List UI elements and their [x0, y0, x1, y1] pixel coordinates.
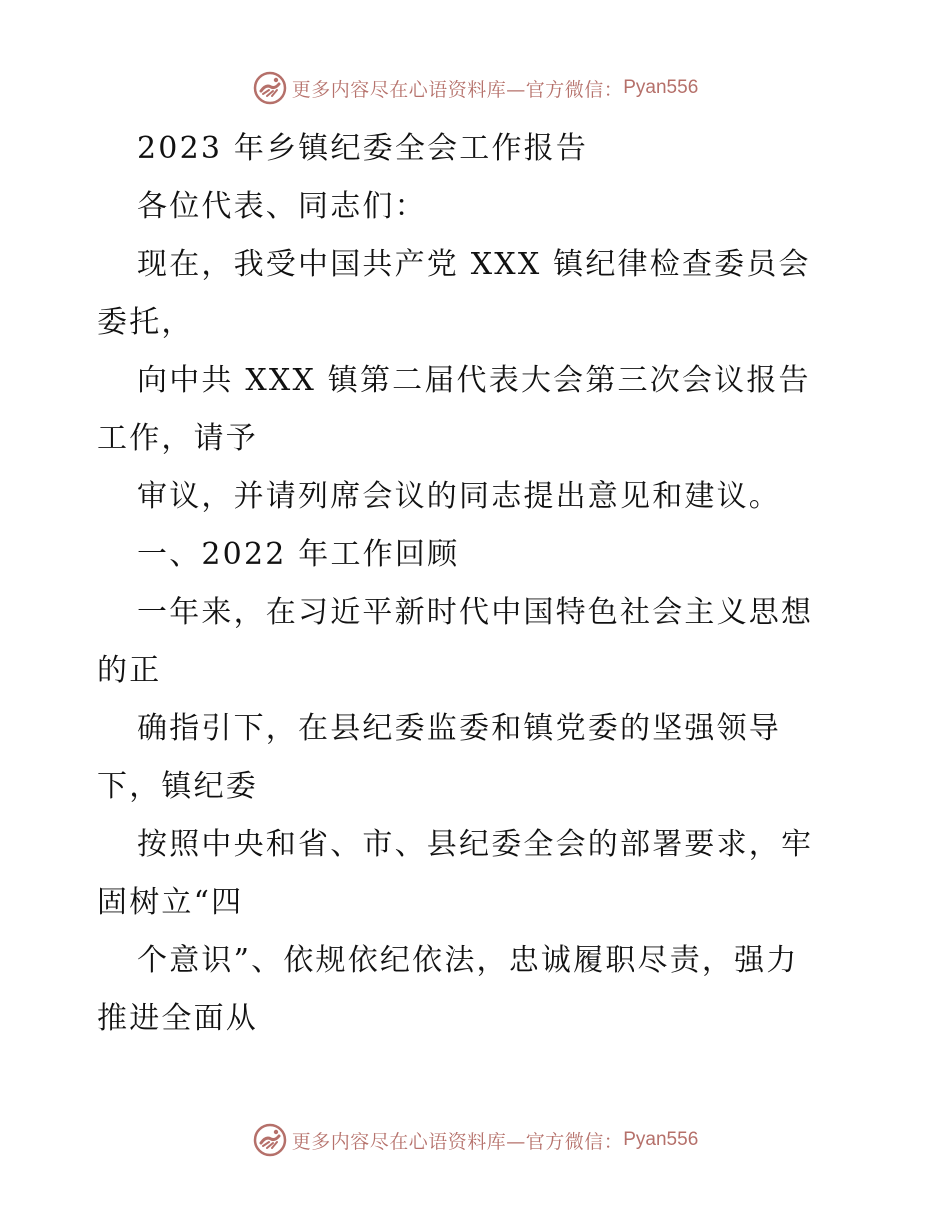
header-banner — [0, 68, 950, 108]
text-line: 委托， — [97, 305, 194, 340]
text-line: 审议，并请列席会议的同志提出意见和建议。 — [137, 479, 781, 514]
text-line: 向中共 XXX 镇第二届代表大会第三次会议报告 — [137, 363, 811, 398]
banner-text: 更多内容尽在心语资料库—官方微信： — [291, 1130, 624, 1153]
text-line: 一年来，在习近平新时代中国特色社会主义思想 — [137, 595, 814, 630]
text-line: 2023 年乡镇纪委全会工作报告 — [137, 131, 589, 166]
text-line: 确指引下，在县纪委监委和镇党委的坚强领导 — [137, 711, 781, 746]
text-line: 的正 — [97, 653, 162, 688]
text-line: 个意识”、依规依纪依法，忠诚履职尽责，强力 — [137, 943, 799, 978]
document-body — [97, 120, 857, 1048]
text-line: 推进全面从 — [97, 1001, 258, 1036]
text-line: 现在，我受中国共产党 XXX 镇纪律检查委员会 — [137, 247, 811, 282]
text-line: 工作，请予 — [97, 421, 258, 456]
text-line: 固树立“四 — [97, 885, 244, 920]
text-line: 一、2022 年工作回顾 — [137, 537, 460, 572]
footer-banner — [0, 1120, 950, 1160]
banner-text: 更多内容尽在心语资料库—官方微信： — [291, 78, 624, 101]
wechat-id: Pyan556 — [623, 1129, 699, 1150]
handshake-logo-icon — [252, 70, 288, 106]
handshake-logo-icon — [252, 1122, 288, 1158]
text-line: 各位代表、同志们： — [137, 189, 427, 224]
wechat-id: Pyan556 — [623, 77, 699, 98]
text-line: 按照中央和省、市、县纪委全会的部署要求，牢 — [137, 827, 814, 862]
text-line: 下，镇纪委 — [97, 769, 258, 804]
